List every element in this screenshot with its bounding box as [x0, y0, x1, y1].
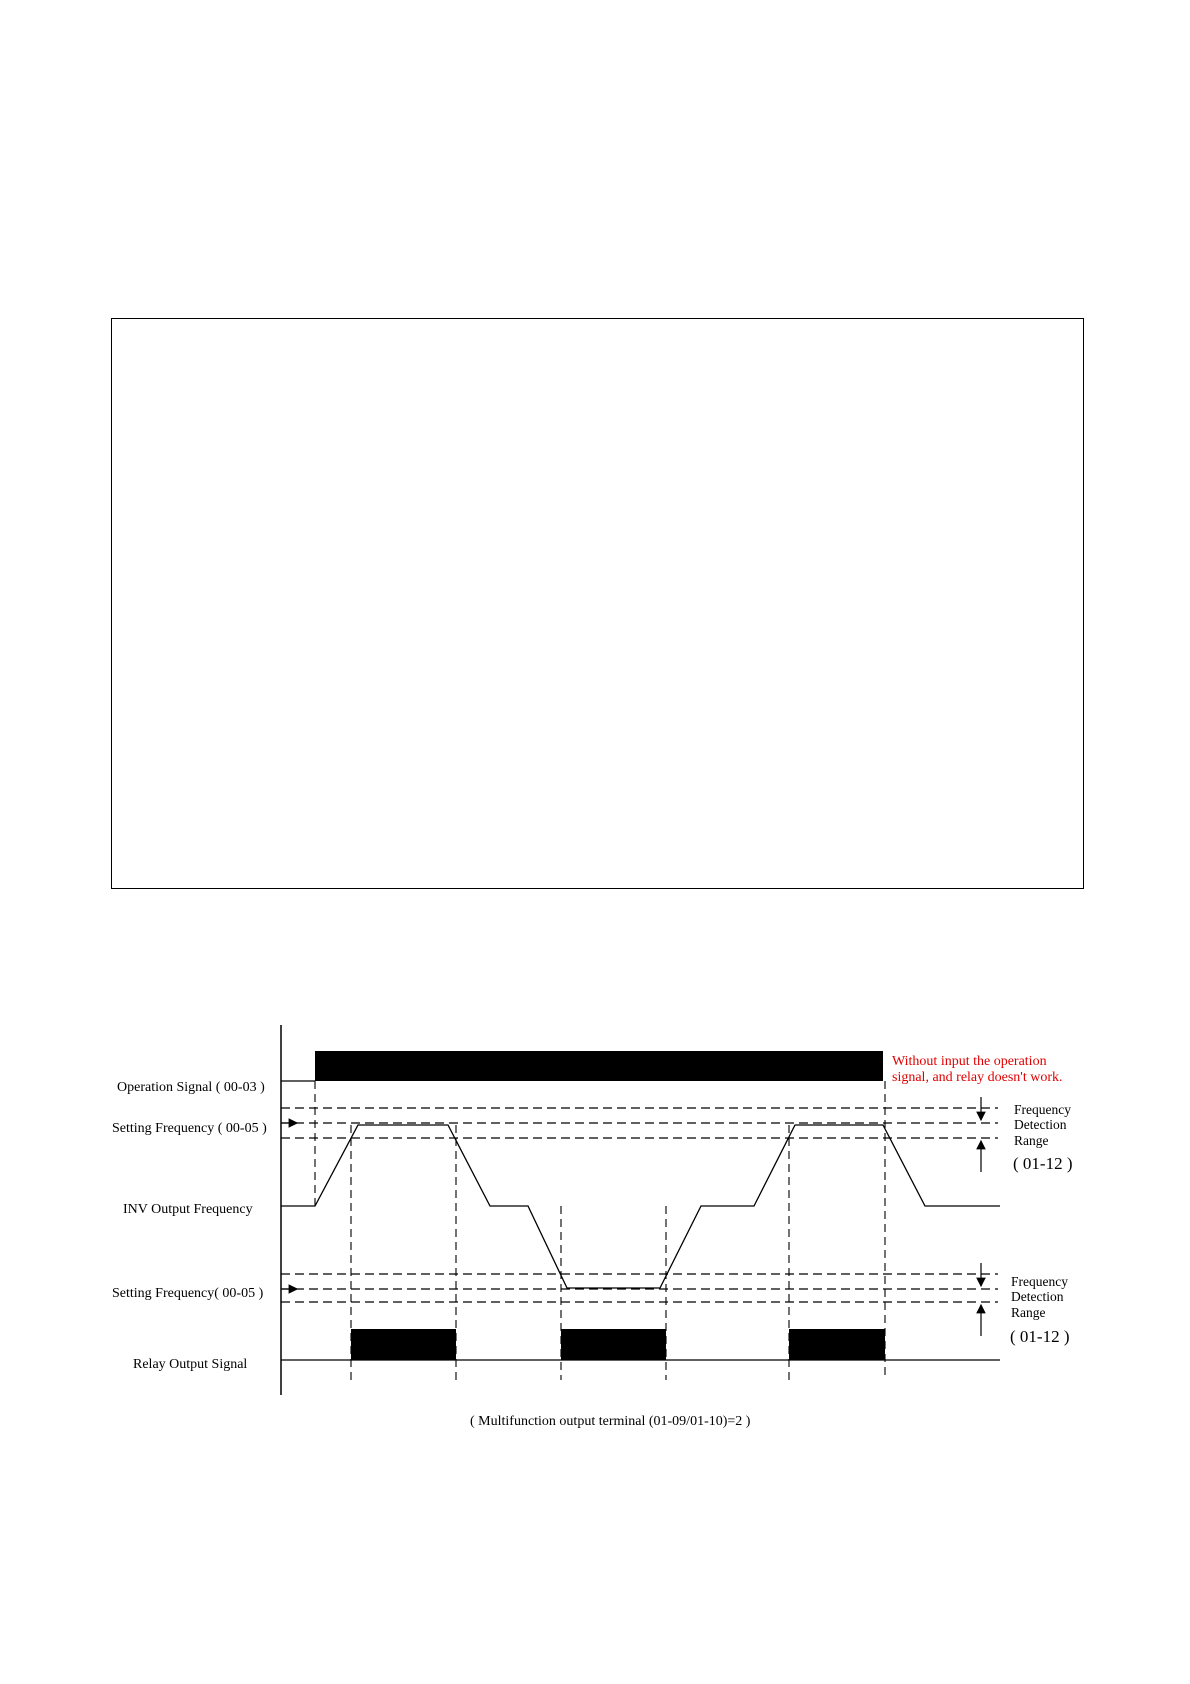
operation-signal-label: Operation Signal ( 00-03 ): [117, 1080, 265, 1095]
detection-bottom-line-2: Detection: [1011, 1289, 1064, 1304]
detection-top-param: ( 01-12 ): [1013, 1154, 1073, 1173]
relay-pulse-1: [351, 1329, 456, 1360]
inv-output-frequency-label: INV Output Frequency: [123, 1202, 253, 1217]
detection-top-line-1: Frequency: [1014, 1102, 1071, 1117]
note-line-2: signal, and relay doesn't work.: [892, 1070, 1063, 1085]
relay-output-signal-label: Relay Output Signal: [133, 1357, 248, 1372]
detection-bottom-line-1: Frequency: [1011, 1274, 1068, 1289]
setting-frequency-bottom-label: Setting Frequency( 00-05 ): [112, 1286, 264, 1301]
relay-pulse-2: [561, 1329, 666, 1360]
detection-bottom-param: ( 01-12 ): [1010, 1327, 1070, 1346]
relay-pulse-3: [789, 1329, 885, 1360]
note-line-1: Without input the operation: [892, 1054, 1047, 1069]
detection-bottom-line-3: Range: [1011, 1305, 1046, 1320]
diagram-caption: ( Multifunction output terminal (01-09/01-10)=2 ): [470, 1414, 751, 1429]
operation-signal-pulse: [315, 1051, 883, 1081]
detection-top-line-3: Range: [1014, 1133, 1049, 1148]
inv-output-frequency-waveform: [281, 1125, 1000, 1288]
detection-top-line-2: Detection: [1014, 1117, 1067, 1132]
setting-frequency-top-label: Setting Frequency ( 00-05 ): [112, 1121, 267, 1136]
